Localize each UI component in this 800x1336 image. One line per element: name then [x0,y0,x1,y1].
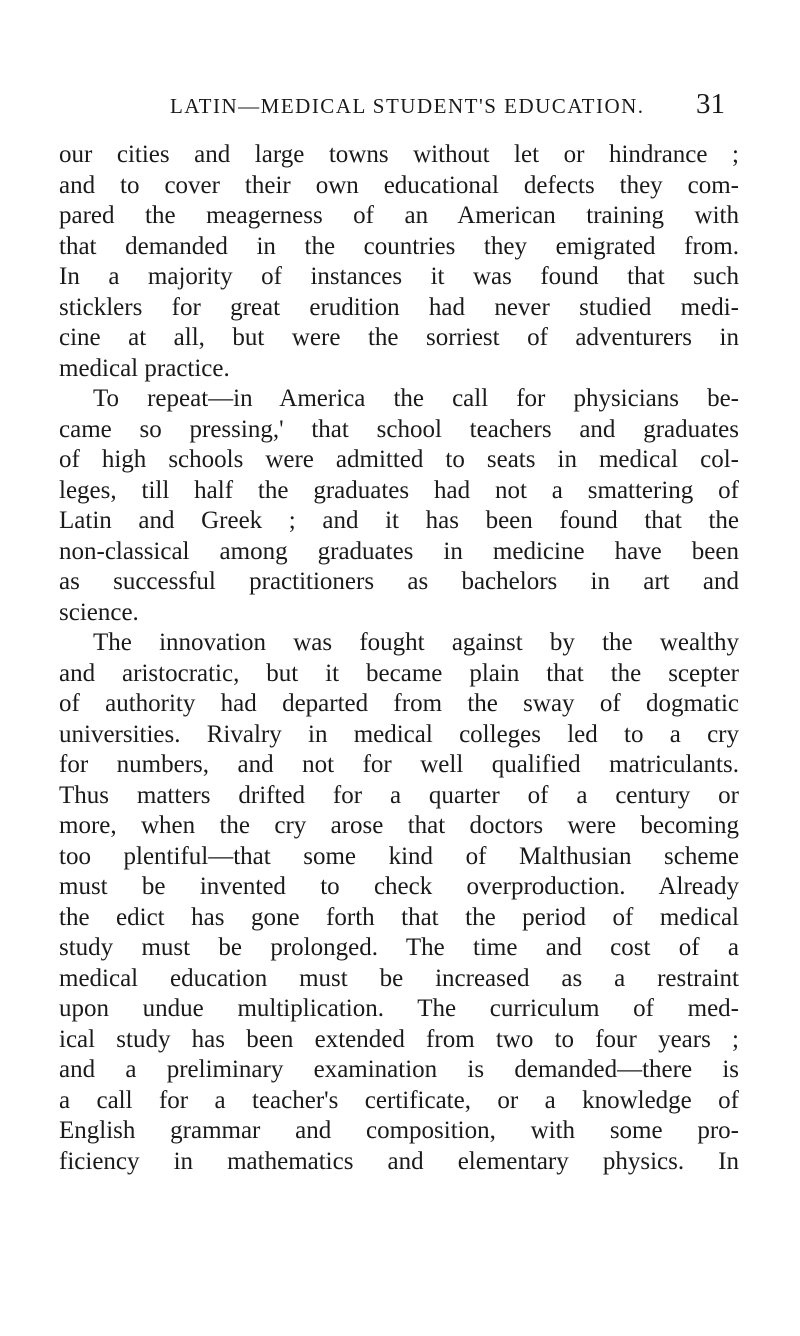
text-line: English grammar and composition, with some pro- [59,1117,739,1144]
text-line: pared the meagerness of an American training with [59,202,739,229]
text-line: universities. Rivalry in medical colleges led to a cry [59,720,739,748]
text-line: Latin and Greek ; and it has been found that the [59,507,739,534]
text-line: science. [59,598,139,626]
text-line: a call for a teacher's certificate, or a knowledge of [59,1086,739,1114]
text-line: cine at all, but were the sorriest of adventurers in [59,324,739,351]
text-line: as successful practitioners as bachelors in art and [59,568,739,595]
text-line: and aristocratic, but it became plain that the scepter [59,659,739,687]
text-line: and a preliminary examination is demanded—there is [59,1056,739,1083]
body-text [59,140,739,1177]
text-line: of high schools were admitted to seats in medical col- [59,446,739,473]
text-line: came so pressing,' that school teachers and graduates [59,415,739,443]
text-line: medical education must be increased as a restraint [59,964,739,992]
text-line: that demanded in the countries they emigrated from. [59,232,739,260]
text-line: our cities and large towns without let or hindrance ; [59,141,739,168]
text-line: sticklers for great erudition had never studied medi- [59,293,739,321]
text-line: study must be prolonged. The time and cost of a [59,934,739,961]
text-line: of authority had departed from the sway of dogmatic [59,690,739,717]
text-line: more, when the cry arose that doctors were becoming [59,812,739,839]
page-number: 31 [696,88,725,120]
text-line: The innovation was fought against by the wealthy [93,629,739,656]
text-line: too plentiful—that some kind of Malthusian scheme [59,842,739,870]
text-line: upon undue multiplication. The curriculum of med- [59,995,739,1022]
text-line: leges, till half the graduates had not a smattering of [59,476,739,504]
text-line: To repeat—in America the call for physicians be- [93,385,739,412]
text-line: In a majority of instances it was found that such [59,263,739,290]
text-line: medical practice. [59,354,230,382]
text-line: Thus matters drifted for a quarter of a century or [59,781,739,809]
text-line: the edict has gone forth that the period of medical [59,903,739,931]
text-line: non-classical among graduates in medicine have been [59,537,739,565]
text-line: must be invented to check overproduction. Already [59,873,739,900]
running-head: LATIN—MEDICAL STUDENT'S EDUCATION. [170,94,645,118]
text-line: and to cover their own educational defects they com- [59,171,739,199]
text-line: ficiency in mathematics and elementary physics. In [59,1147,739,1175]
text-line: ical study has been extended from two to four years ; [59,1025,739,1053]
text-line: for numbers, and not for well qualified matriculants. [59,751,739,778]
